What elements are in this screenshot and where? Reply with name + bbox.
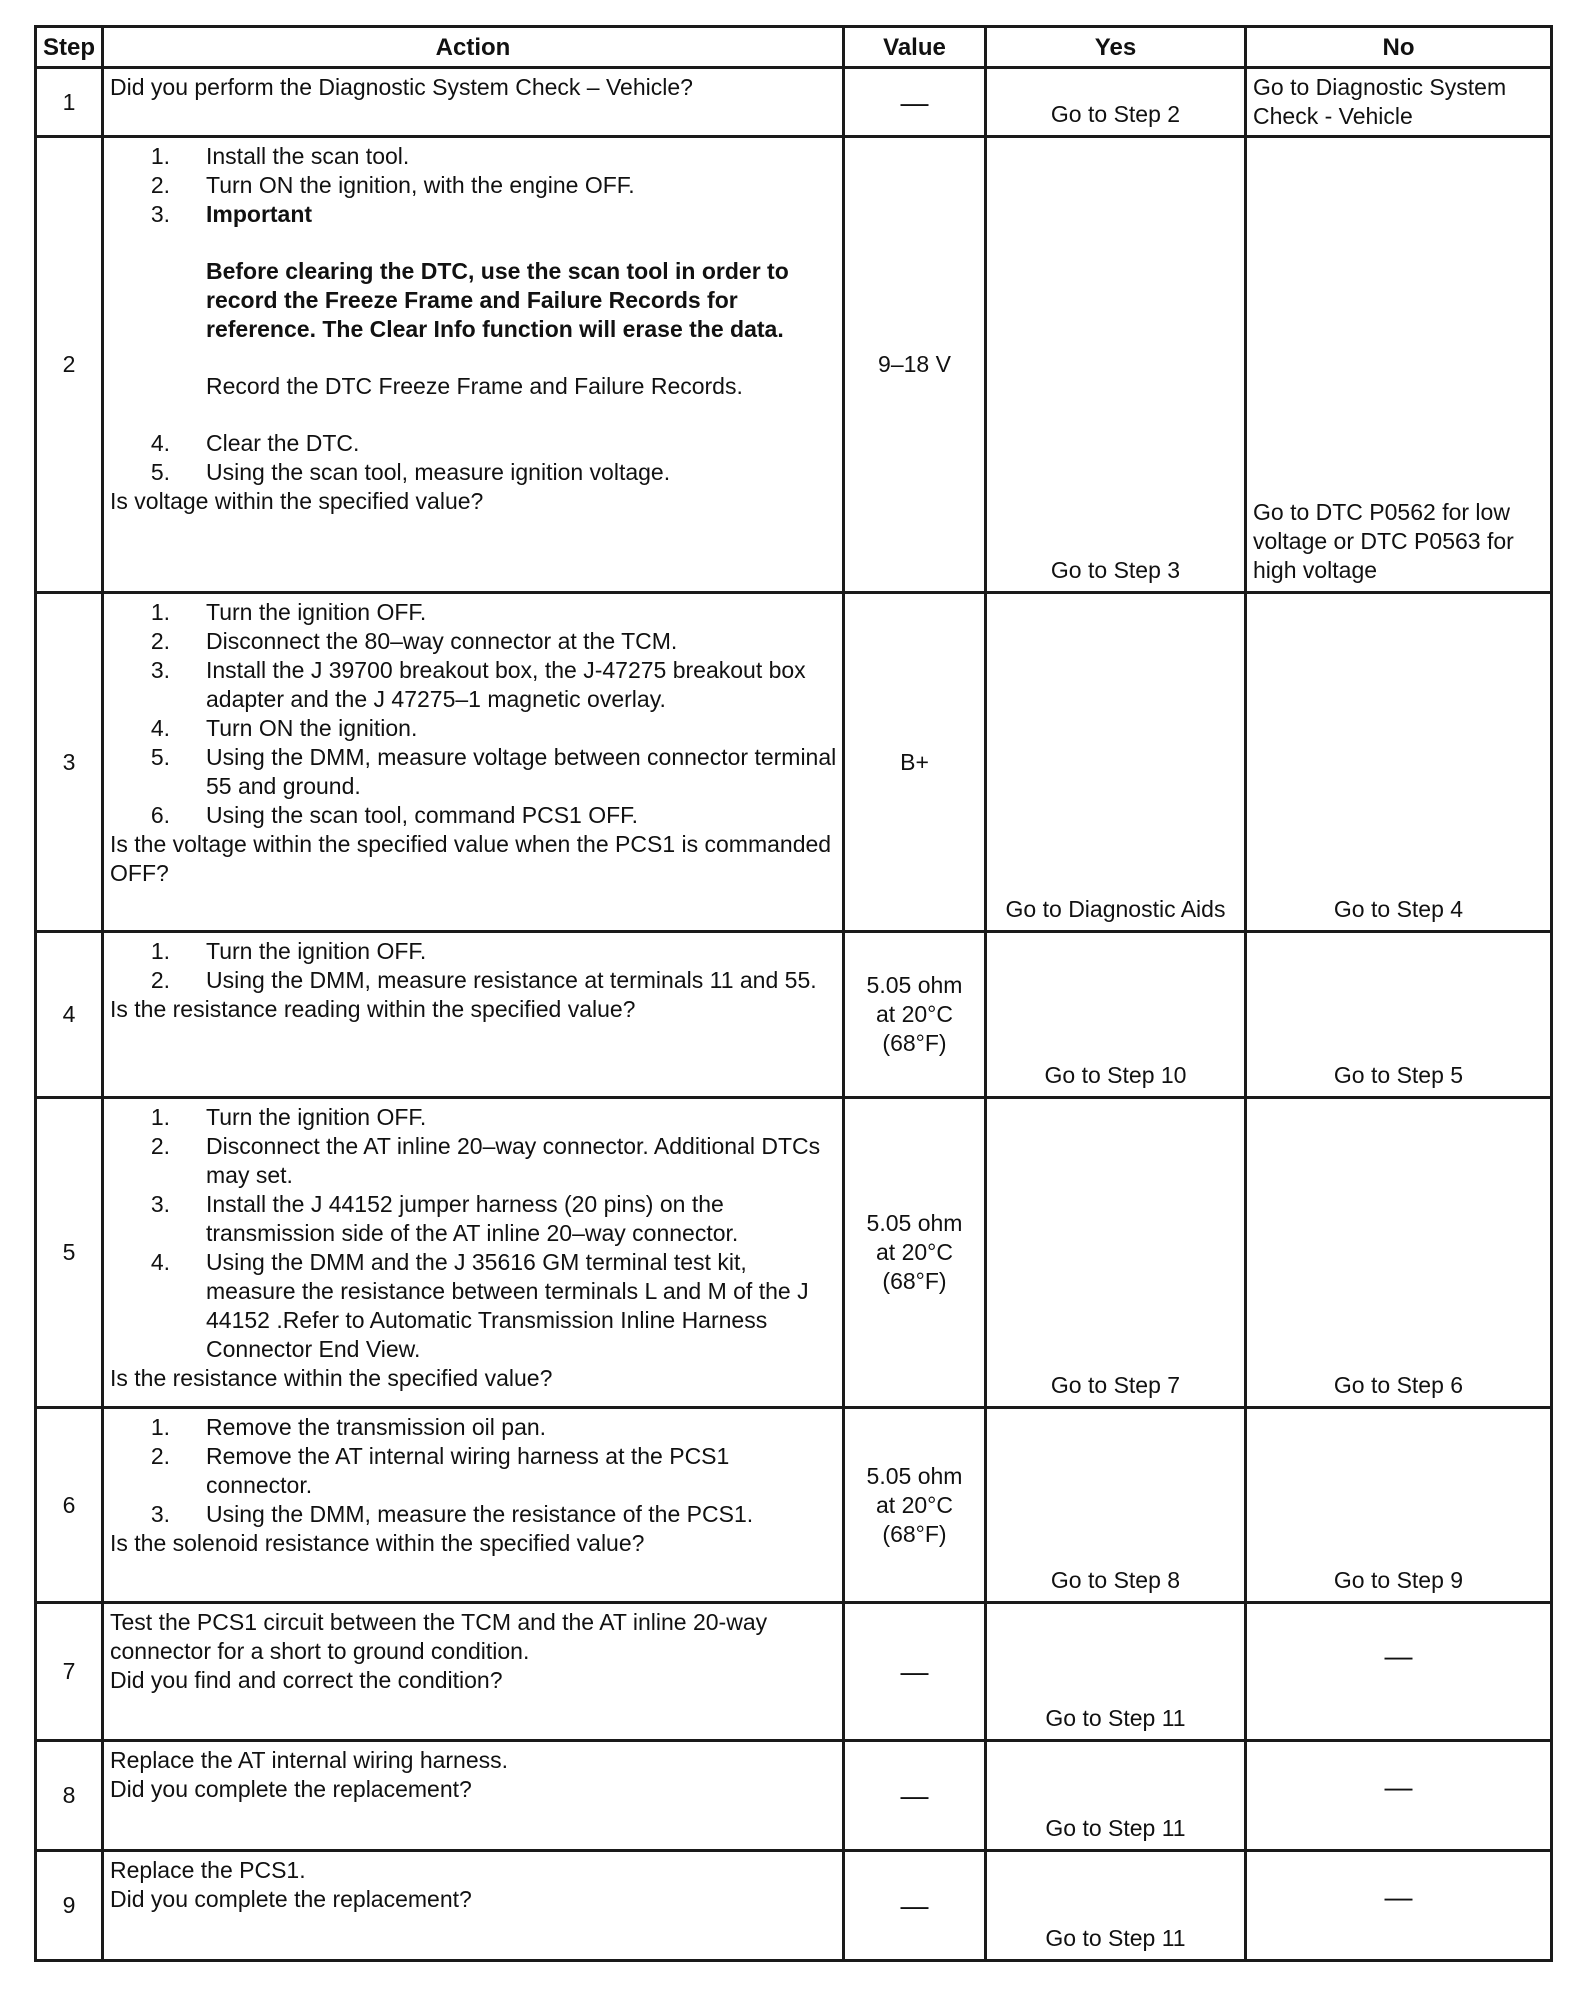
step-number: 8 [36,1741,103,1851]
list-item: 1. Remove the transmission oil pan. [150,1414,547,1440]
value-text: 5.05 ohm at 20°C (68°F) [866,1462,963,1547]
header-value: Value [844,27,986,68]
header-action: Action [103,27,844,68]
action-cell [103,68,844,137]
action-text: Test the PCS1 circuit between the TCM and the AT inline 20-way connector for a short to ground condition. [110,1609,768,1664]
step-number: 7 [36,1603,103,1741]
no-link[interactable]: Go to Step 5 [1333,1062,1464,1088]
step-number: 2 [36,137,103,593]
yes-cell [986,1741,1246,1851]
table-row-step-7 [36,1603,1552,1741]
header-row [36,27,1552,68]
yes-link[interactable]: Go to Step 3 [1050,557,1181,583]
action-cell [103,593,844,932]
value-text: 5.05 ohm at 20°C (68°F) [866,972,963,1056]
table-row-step-1 [36,68,1552,137]
action-cell [103,1741,844,1851]
yes-cell [986,1408,1246,1603]
record-note: Record the DTC Freeze Frame and Failure Records. [206,373,743,399]
yes-link[interactable]: Go to Step 10 [1044,1062,1187,1088]
yes-link[interactable]: Go to Step 7 [1050,1372,1181,1398]
step-number: 3 [36,593,103,932]
diagnostic-table [34,25,1553,1962]
no-cell [1246,68,1552,137]
list-item: 3. Install the J 44152 jumper harness (20 pins) on the transmission side of the AT inline 20–way connector. [150,1191,739,1246]
no-cell [1246,1851,1552,1961]
action-steps [110,1413,838,1529]
yes-link[interactable]: Go to Step 11 [1045,1925,1186,1951]
step-number: 4 [36,932,103,1098]
value-cell [844,1098,986,1408]
action-question: Is the resistance within the specified value? [110,1365,553,1391]
header-no: No [1246,27,1552,68]
value-cell [844,1408,986,1603]
yes-link[interactable]: Go to Step 8 [1050,1567,1181,1593]
no-dash: — [1384,1770,1413,1802]
yes-link[interactable]: Go to Step 11 [1045,1815,1186,1841]
table-row-step-3 [36,593,1552,932]
table-row-step-2 [36,137,1552,593]
header-step: Step [36,27,103,68]
step-number: 5 [36,1098,103,1408]
no-cell [1246,1098,1552,1408]
action-steps [110,1103,838,1364]
no-cell [1246,1603,1552,1741]
action-cell [103,1603,844,1741]
yes-cell [986,68,1246,137]
table-row-step-9 [36,1851,1552,1961]
list-item: 1. Turn the ignition OFF. [150,938,427,964]
action-question: Is the voltage within the specified value when the PCS1 is commanded OFF? [110,831,832,886]
yes-cell [986,593,1246,932]
action-text: Did you perform the Diagnostic System Check – Vehicle? [110,74,693,100]
action-question: Is the resistance reading within the specified value? [110,996,636,1022]
list-item: 1. Install the scan tool. [150,143,410,169]
action-question: Did you find and correct the condition? [110,1667,503,1693]
step-number: 6 [36,1408,103,1603]
list-item: 2. Remove the AT internal wiring harness at the PCS1 connector. [150,1443,730,1498]
action-question: Did you complete the replacement? [110,1776,472,1802]
header-yes: Yes [986,27,1246,68]
yes-link[interactable]: Go to Step 2 [1050,101,1181,127]
list-item: 2. Using the DMM, measure resistance at terminals 11 and 55. [150,967,817,993]
value-text: 5.05 ohm at 20°C (68°F) [866,1210,963,1294]
list-item: 5. Using the DMM, measure voltage between connector terminal 55 and ground. [150,744,837,799]
no-link[interactable]: Go to Diagnostic System Check - Vehicle [1253,74,1507,129]
action-text: Replace the AT internal wiring harness. [110,1747,509,1773]
no-cell [1246,137,1552,593]
value-cell: — [844,1741,986,1851]
yes-cell [986,1851,1246,1961]
yes-link[interactable]: Go to Diagnostic Aids [1005,896,1226,922]
list-item: 3. Install the J 39700 breakout box, the J-47275 breakout box adapter and the J 47275–1 magnetic overlay. [150,657,806,712]
list-item: 2. Disconnect the AT inline 20–way connector. Additional DTCs may set. [150,1133,821,1188]
action-question: Did you complete the replacement? [110,1886,472,1912]
list-item: 1. Turn the ignition OFF. [150,1104,427,1130]
action-cell [103,1098,844,1408]
list-item: 2. Disconnect the 80–way connector at the TCM. [150,628,678,654]
yes-cell [986,1098,1246,1408]
action-cell [103,1408,844,1603]
no-dash: — [1384,1880,1413,1912]
no-link[interactable]: Go to Step 9 [1333,1567,1464,1593]
yes-cell [986,137,1246,593]
no-cell [1246,1741,1552,1851]
no-link[interactable]: Go to Step 6 [1333,1372,1464,1398]
action-steps [110,937,838,995]
value-cell [844,932,986,1098]
step-number: 1 [36,68,103,137]
action-text: Replace the PCS1. [110,1857,306,1883]
table-row-step-8 [36,1741,1552,1851]
no-link[interactable]: Go to DTC P0562 for low voltage or DTC P0563 for high voltage [1253,499,1514,583]
no-link[interactable]: Go to Step 4 [1333,896,1464,922]
value-cell: — [844,68,986,137]
list-item: 6. Using the scan tool, command PCS1 OFF. [150,802,639,828]
action-steps-continued [110,429,838,487]
table-row-step-4 [36,932,1552,1098]
no-cell [1246,1408,1552,1603]
list-item: 5. Using the scan tool, measure ignition voltage. [150,459,671,485]
no-dash: — [1384,1639,1413,1671]
step-number: 9 [36,1851,103,1961]
action-steps [110,142,838,229]
list-item: 4. Clear the DTC. [150,430,360,456]
value-cell: 9–18 V [844,137,986,593]
action-question: Is voltage within the specified value? [110,488,484,514]
list-item: 3. Important [150,201,313,227]
list-item: 4. Using the DMM and the J 35616 GM terminal test kit, measure the resistance between terminals L and M of the J 44152 .Refer to Automatic Transmission Inline Harness Connector End View. [150,1249,809,1362]
action-cell [103,932,844,1098]
list-item: 1. Turn the ignition OFF. [150,599,427,625]
action-question: Is the solenoid resistance within the specified value? [110,1530,645,1556]
yes-cell [986,1603,1246,1741]
no-cell [1246,593,1552,932]
list-item: 3. Using the DMM, measure the resistance of the PCS1. [150,1501,754,1527]
value-cell: — [844,1603,986,1741]
table-row-step-6 [36,1408,1552,1603]
list-item: 4. Turn ON the ignition. [150,715,418,741]
action-steps [110,598,838,830]
value-cell: B+ [844,593,986,932]
action-cell [103,137,844,593]
value-cell: — [844,1851,986,1961]
action-cell [103,1851,844,1961]
no-cell [1246,932,1552,1098]
yes-link[interactable]: Go to Step 11 [1045,1705,1186,1731]
important-note: Before clearing the DTC, use the scan tool in order to record the Freeze Frame and Failure Records for reference. The Clear Info function will erase the data. [206,258,789,342]
yes-cell [986,932,1246,1098]
table-row-step-5 [36,1098,1552,1408]
list-item: 2. Turn ON the ignition, with the engine OFF. [150,172,635,198]
